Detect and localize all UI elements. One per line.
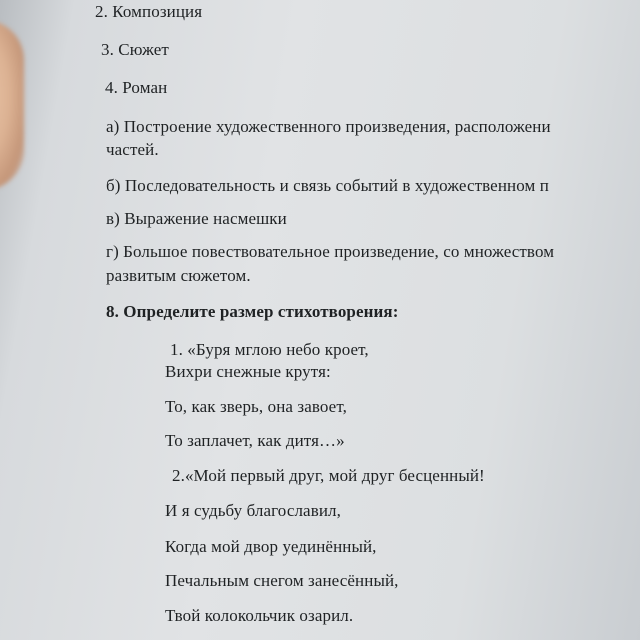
- poem1-line3: То, как зверь, она завоет,: [165, 397, 347, 416]
- definition-a-line2: частей.: [106, 140, 159, 159]
- finger-shadow: [0, 20, 24, 190]
- poem2-line3: Когда мой двор уединённый,: [165, 537, 377, 556]
- item-composition: 2. Композиция: [95, 2, 203, 21]
- poem1-line2: Вихри снежные крутя:: [165, 362, 331, 381]
- definition-g-line2: развитым сюжетом.: [106, 266, 251, 285]
- poem1-line1: 1. «Буря мглою небо кроет,: [170, 340, 369, 359]
- poem2-line1: 2.«Мой первый друг, мой друг бесценный!: [172, 466, 485, 485]
- poem2-line2: И я судьбу благославил,: [165, 501, 341, 520]
- definition-a-line1: а) Построение художественного произведения, расположени: [106, 117, 551, 136]
- poem1-line4: То заплачет, как дитя…»: [165, 431, 345, 450]
- definition-v: в) Выражение насмешки: [106, 209, 287, 228]
- definition-b: б) Последовательность и связь событий в художественном п: [106, 176, 549, 195]
- task-8-heading: 8. Определите размер стихотворения:: [106, 302, 399, 321]
- item-novel: 4. Роман: [105, 78, 168, 97]
- definition-g-line1: г) Большое повествовательное произведение, со множеством: [106, 242, 555, 261]
- poem2-line5: Твой колокольчик озарил.: [165, 606, 354, 625]
- poem2-line4: Печальным снегом занесённый,: [165, 571, 399, 590]
- item-plot: 3. Сюжет: [101, 40, 169, 59]
